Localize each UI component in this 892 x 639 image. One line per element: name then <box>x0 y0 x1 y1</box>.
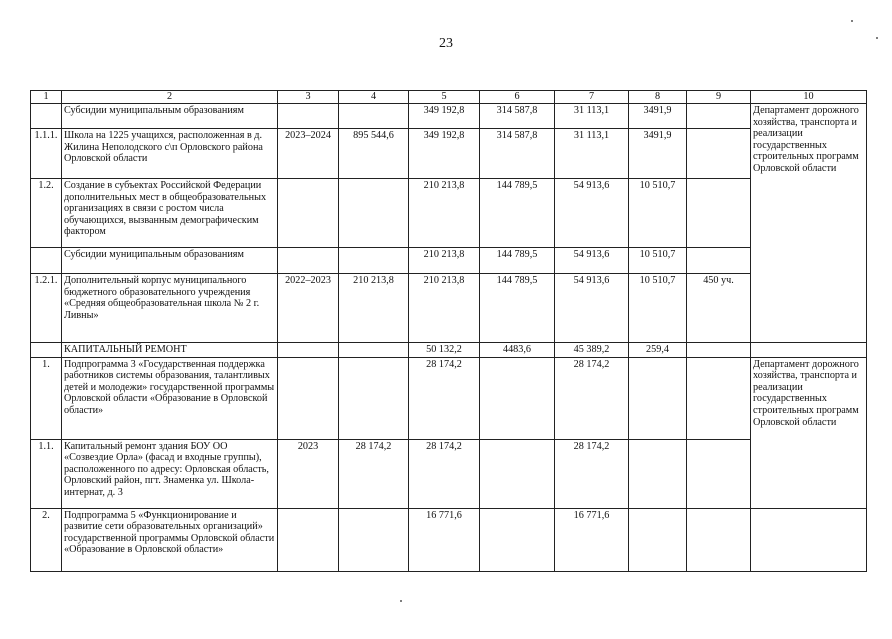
cell-total: 210 213,8 <box>409 248 480 274</box>
cell-local: 10 510,7 <box>629 179 687 248</box>
cell-period <box>278 179 339 248</box>
cell-federal: 144 789,5 <box>480 179 555 248</box>
cell-regional: 31 113,1 <box>555 129 629 179</box>
table-row <box>31 508 867 571</box>
cell-period <box>278 343 339 358</box>
cell-cost <box>339 508 409 571</box>
cell-capacity <box>687 129 751 179</box>
cell-cost: 895 544,6 <box>339 129 409 179</box>
cell-local <box>629 439 687 508</box>
row-number <box>31 104 62 129</box>
cell-cost <box>339 343 409 358</box>
cell-period: 2023–2024 <box>278 129 339 179</box>
cell-regional: 54 913,6 <box>555 248 629 274</box>
cell-cost <box>339 248 409 274</box>
row-number: 1.1.1. <box>31 129 62 179</box>
cell-total: 28 174,2 <box>409 439 480 508</box>
cell-federal: 314 587,8 <box>480 104 555 129</box>
table-row <box>31 343 867 358</box>
cell-total: 28 174,2 <box>409 357 480 439</box>
row-name: Создание в субъектах Российской Федерации дополнительных мест в общеобразовательных организациях в связи с ростом числа обучающихся, вызванным демографическим фактором <box>62 179 278 248</box>
col-header: 7 <box>555 91 629 104</box>
cell-regional: 28 174,2 <box>555 357 629 439</box>
row-number <box>31 248 62 274</box>
col-header: 3 <box>278 91 339 104</box>
row-number: 1.2. <box>31 179 62 248</box>
cell-cost <box>339 104 409 129</box>
col-header: 4 <box>339 91 409 104</box>
cell-period <box>278 508 339 571</box>
cell-period: 2023 <box>278 439 339 508</box>
responsible-department: Департамент дорожного хозяйства, транспорта и реализации государственных строительных программ Орловской области <box>751 357 867 508</box>
row-name: Капитальный ремонт здания БОУ ОО «Созвездие Орла» (фасад и входные группы), расположенного по адресу: Орловская область, Орловский район, пгт. Знаменка ул. Школа-интернат, д. 3 <box>62 439 278 508</box>
empty-cell <box>751 508 867 571</box>
page-number: 23 <box>439 36 453 51</box>
row-number: 1.1. <box>31 439 62 508</box>
cell-local: 3491,9 <box>629 129 687 179</box>
cell-local: 10 510,7 <box>629 274 687 343</box>
table-row <box>31 439 867 508</box>
cell-local: 3491,9 <box>629 104 687 129</box>
row-name: Школа на 1225 учащихся, расположенная в д. Жилина Неполодского с\п Орловского района Орловской области <box>62 129 278 179</box>
table-row <box>31 129 867 179</box>
col-header: 5 <box>409 91 480 104</box>
cell-federal: 144 789,5 <box>480 274 555 343</box>
table-row <box>31 179 867 248</box>
table-row <box>31 274 867 343</box>
empty-cell <box>751 343 867 358</box>
responsible-department: Департамент дорожного хозяйства, транспорта и реализации государственных строительных программ Орловской области <box>751 104 867 343</box>
cell-period <box>278 357 339 439</box>
cell-total: 16 771,6 <box>409 508 480 571</box>
cell-cost: 210 213,8 <box>339 274 409 343</box>
speck <box>876 37 878 39</box>
cell-federal <box>480 439 555 508</box>
header-row <box>31 91 867 104</box>
cell-federal: 314 587,8 <box>480 129 555 179</box>
cell-capacity <box>687 179 751 248</box>
cell-total: 349 192,8 <box>409 129 480 179</box>
col-header: 1 <box>31 91 62 104</box>
cell-capacity <box>687 343 751 358</box>
cell-period <box>278 104 339 129</box>
cell-local: 259,4 <box>629 343 687 358</box>
cell-capacity: 450 уч. <box>687 274 751 343</box>
col-header: 9 <box>687 91 751 104</box>
cell-regional: 54 913,6 <box>555 179 629 248</box>
cell-cost <box>339 179 409 248</box>
table-row <box>31 357 867 439</box>
row-name: Подпрограмма 3 «Государственная поддержка работников системы образования, талантливых детей и молодежи» государственной программы Орловской области «Образование в Орловской области» <box>62 357 278 439</box>
cell-cost <box>339 357 409 439</box>
cell-total: 349 192,8 <box>409 104 480 129</box>
cell-total: 210 213,8 <box>409 179 480 248</box>
row-number: 1. <box>31 357 62 439</box>
cell-total: 50 132,2 <box>409 343 480 358</box>
cell-local <box>629 508 687 571</box>
cell-regional: 54 913,6 <box>555 274 629 343</box>
cell-total: 210 213,8 <box>409 274 480 343</box>
cell-period <box>278 248 339 274</box>
row-name: Подпрограмма 5 «Функционирование и развитие сети образовательных организаций» государственной программы Орловской области «Образование в Орловской области» <box>62 508 278 571</box>
row-number: 1.2.1. <box>31 274 62 343</box>
speck <box>851 20 853 22</box>
cell-capacity <box>687 508 751 571</box>
budget-table <box>30 90 867 572</box>
col-header: 2 <box>62 91 278 104</box>
row-name: Дополнительный корпус муниципального бюджетного образовательного учреждения «Средняя общеобразовательная школа № 2 г. Ливны» <box>62 274 278 343</box>
row-name: КАПИТАЛЬНЫЙ РЕМОНТ <box>62 343 278 358</box>
cell-cost: 28 174,2 <box>339 439 409 508</box>
cell-federal: 144 789,5 <box>480 248 555 274</box>
cell-period: 2022–2023 <box>278 274 339 343</box>
col-header: 10 <box>751 91 867 104</box>
cell-federal: 4483,6 <box>480 343 555 358</box>
cell-federal <box>480 357 555 439</box>
row-number: 2. <box>31 508 62 571</box>
col-header: 6 <box>480 91 555 104</box>
cell-capacity <box>687 357 751 439</box>
cell-capacity <box>687 248 751 274</box>
table-row <box>31 248 867 274</box>
cell-regional: 28 174,2 <box>555 439 629 508</box>
col-header: 8 <box>629 91 687 104</box>
cell-regional: 45 389,2 <box>555 343 629 358</box>
cell-local: 10 510,7 <box>629 248 687 274</box>
cell-local <box>629 357 687 439</box>
speck <box>400 600 402 602</box>
cell-regional: 31 113,1 <box>555 104 629 129</box>
row-name: Субсидии муниципальным образованиям <box>62 104 278 129</box>
cell-regional: 16 771,6 <box>555 508 629 571</box>
cell-capacity <box>687 439 751 508</box>
cell-capacity <box>687 104 751 129</box>
cell-federal <box>480 508 555 571</box>
table-row <box>31 104 867 129</box>
row-name: Субсидии муниципальным образованиям <box>62 248 278 274</box>
row-number <box>31 343 62 358</box>
